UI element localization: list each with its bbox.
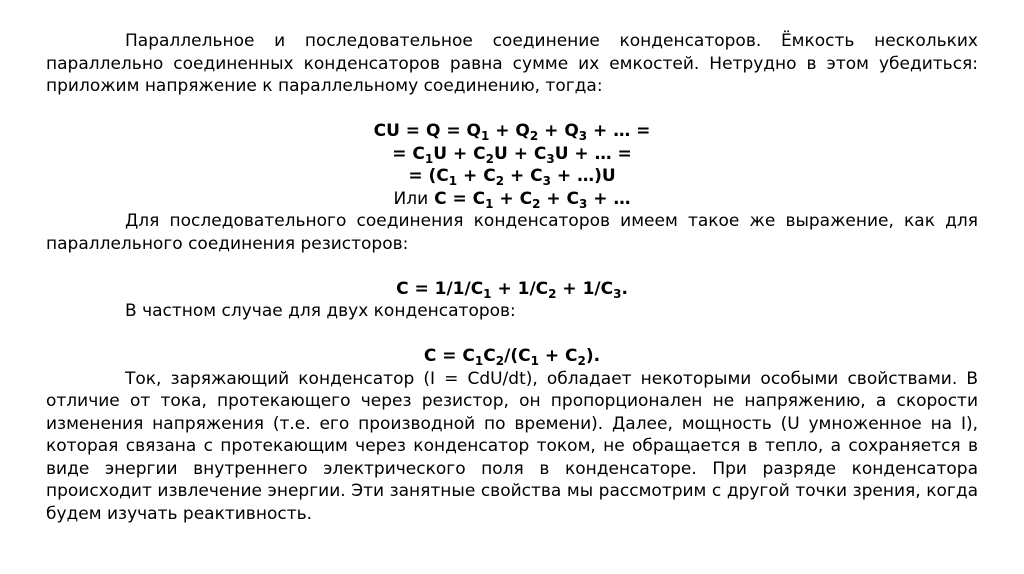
formula-text: C = C bbox=[434, 188, 486, 209]
formula-text: + … = bbox=[587, 121, 651, 141]
formula-subscript: 2 bbox=[495, 354, 505, 368]
formula-two-capacitors bbox=[46, 345, 978, 368]
formula-text: + C bbox=[504, 166, 543, 186]
spacer bbox=[46, 255, 978, 278]
formula-subscript: 2 bbox=[529, 129, 539, 143]
formula-text: U + C bbox=[433, 143, 486, 164]
formula-subscript: 3 bbox=[613, 286, 622, 301]
formula-text: /(C bbox=[504, 346, 531, 366]
formula-series bbox=[46, 278, 978, 301]
formula-parallel-factor bbox=[46, 165, 978, 188]
formula-text: + 1/C bbox=[556, 278, 614, 299]
formula-subscript: 2 bbox=[485, 151, 494, 166]
formula-parallel-sum bbox=[434, 189, 630, 209]
formula-text: + 1/C bbox=[491, 278, 549, 299]
formula-subscript: 2 bbox=[532, 196, 541, 211]
formula-text: = (C bbox=[408, 166, 449, 186]
formula-text: C bbox=[483, 346, 496, 366]
formula-subscript: 3 bbox=[546, 151, 555, 166]
paragraph-parallel-intro: Параллельное и последовательное соединение конденсаторов. Ёмкость нескольких параллельно соединенных конденсаторов равна сумме их емкостей. Нетрудно в этом убедиться: приложим напряжение к параллельному соединению, тогда: bbox=[46, 31, 978, 96]
formula-text: C = 1/1/C bbox=[396, 278, 484, 299]
formula-subscript: 1 bbox=[474, 354, 484, 368]
formula-subscript: 3 bbox=[579, 196, 588, 211]
formula-text: = C bbox=[392, 143, 425, 164]
formula-text: . bbox=[621, 278, 628, 299]
formula-text: + C bbox=[538, 346, 578, 366]
formula-subscript: 1 bbox=[424, 151, 434, 166]
formula-subscript: 2 bbox=[577, 354, 586, 368]
formula-text: C = C bbox=[423, 346, 475, 366]
formula-subscript: 1 bbox=[480, 129, 490, 143]
formula-text: + C bbox=[540, 188, 579, 209]
formula-subscript: 1 bbox=[448, 174, 458, 188]
formula-text: U + … = bbox=[554, 143, 632, 164]
formula-subscript: 1 bbox=[485, 196, 494, 211]
formula-text: + Q bbox=[538, 121, 579, 141]
paragraph-series-intro: Для последовательного соединения конденсаторов имеем такое же выражение, как для параллельного соединения резисторов: bbox=[46, 211, 978, 254]
formula-subscript: 3 bbox=[578, 129, 588, 143]
formula-parallel-result bbox=[46, 188, 978, 211]
formula-text: + Q bbox=[489, 121, 530, 141]
spacer bbox=[46, 98, 978, 121]
formula-subscript: 2 bbox=[548, 286, 557, 301]
formula-subscript: 3 bbox=[542, 174, 551, 188]
paragraph-two-capacitors: В частном случае для двух конденсаторов: bbox=[125, 301, 516, 321]
formula-text: ). bbox=[585, 346, 601, 366]
formula-parallel-expand bbox=[46, 143, 978, 166]
formula-subscript: 2 bbox=[495, 174, 505, 188]
formula-text: + C bbox=[457, 166, 496, 186]
formula-text: CU = Q = Q bbox=[373, 121, 481, 141]
formula-subscript: 1 bbox=[483, 286, 492, 301]
formula-text: + C bbox=[493, 188, 533, 209]
formula-parallel-charge bbox=[46, 120, 978, 143]
formula-subscript: 1 bbox=[530, 354, 539, 368]
paragraph-current-properties: Ток, заряжающий конденсатор (I = CdU/dt), обладает некоторыми особыми свойствами. В отличие от тока, протекающего через резистор, он пропорционален не напряжению, а скорости изменения напряжения (т.е. его производной по времени). Далее, мощность (U умноженное на I), которая связана с протекающим через конденсатор током, не обращается в тепло, а сохраняется в виде энергии внутреннего электрического поля в конденсаторе. При разряде конденсатора происходит извлечение энергии. Эти занятные свойства мы рассмотрим с другой точки зрения, когда будем изучать реактивность. bbox=[46, 368, 978, 524]
formula-text: U + C bbox=[493, 143, 547, 164]
spacer bbox=[46, 323, 978, 346]
formula-text: + …)U bbox=[550, 166, 616, 186]
formula-label-ili: Или bbox=[393, 188, 429, 209]
formula-text: + … bbox=[587, 188, 631, 209]
